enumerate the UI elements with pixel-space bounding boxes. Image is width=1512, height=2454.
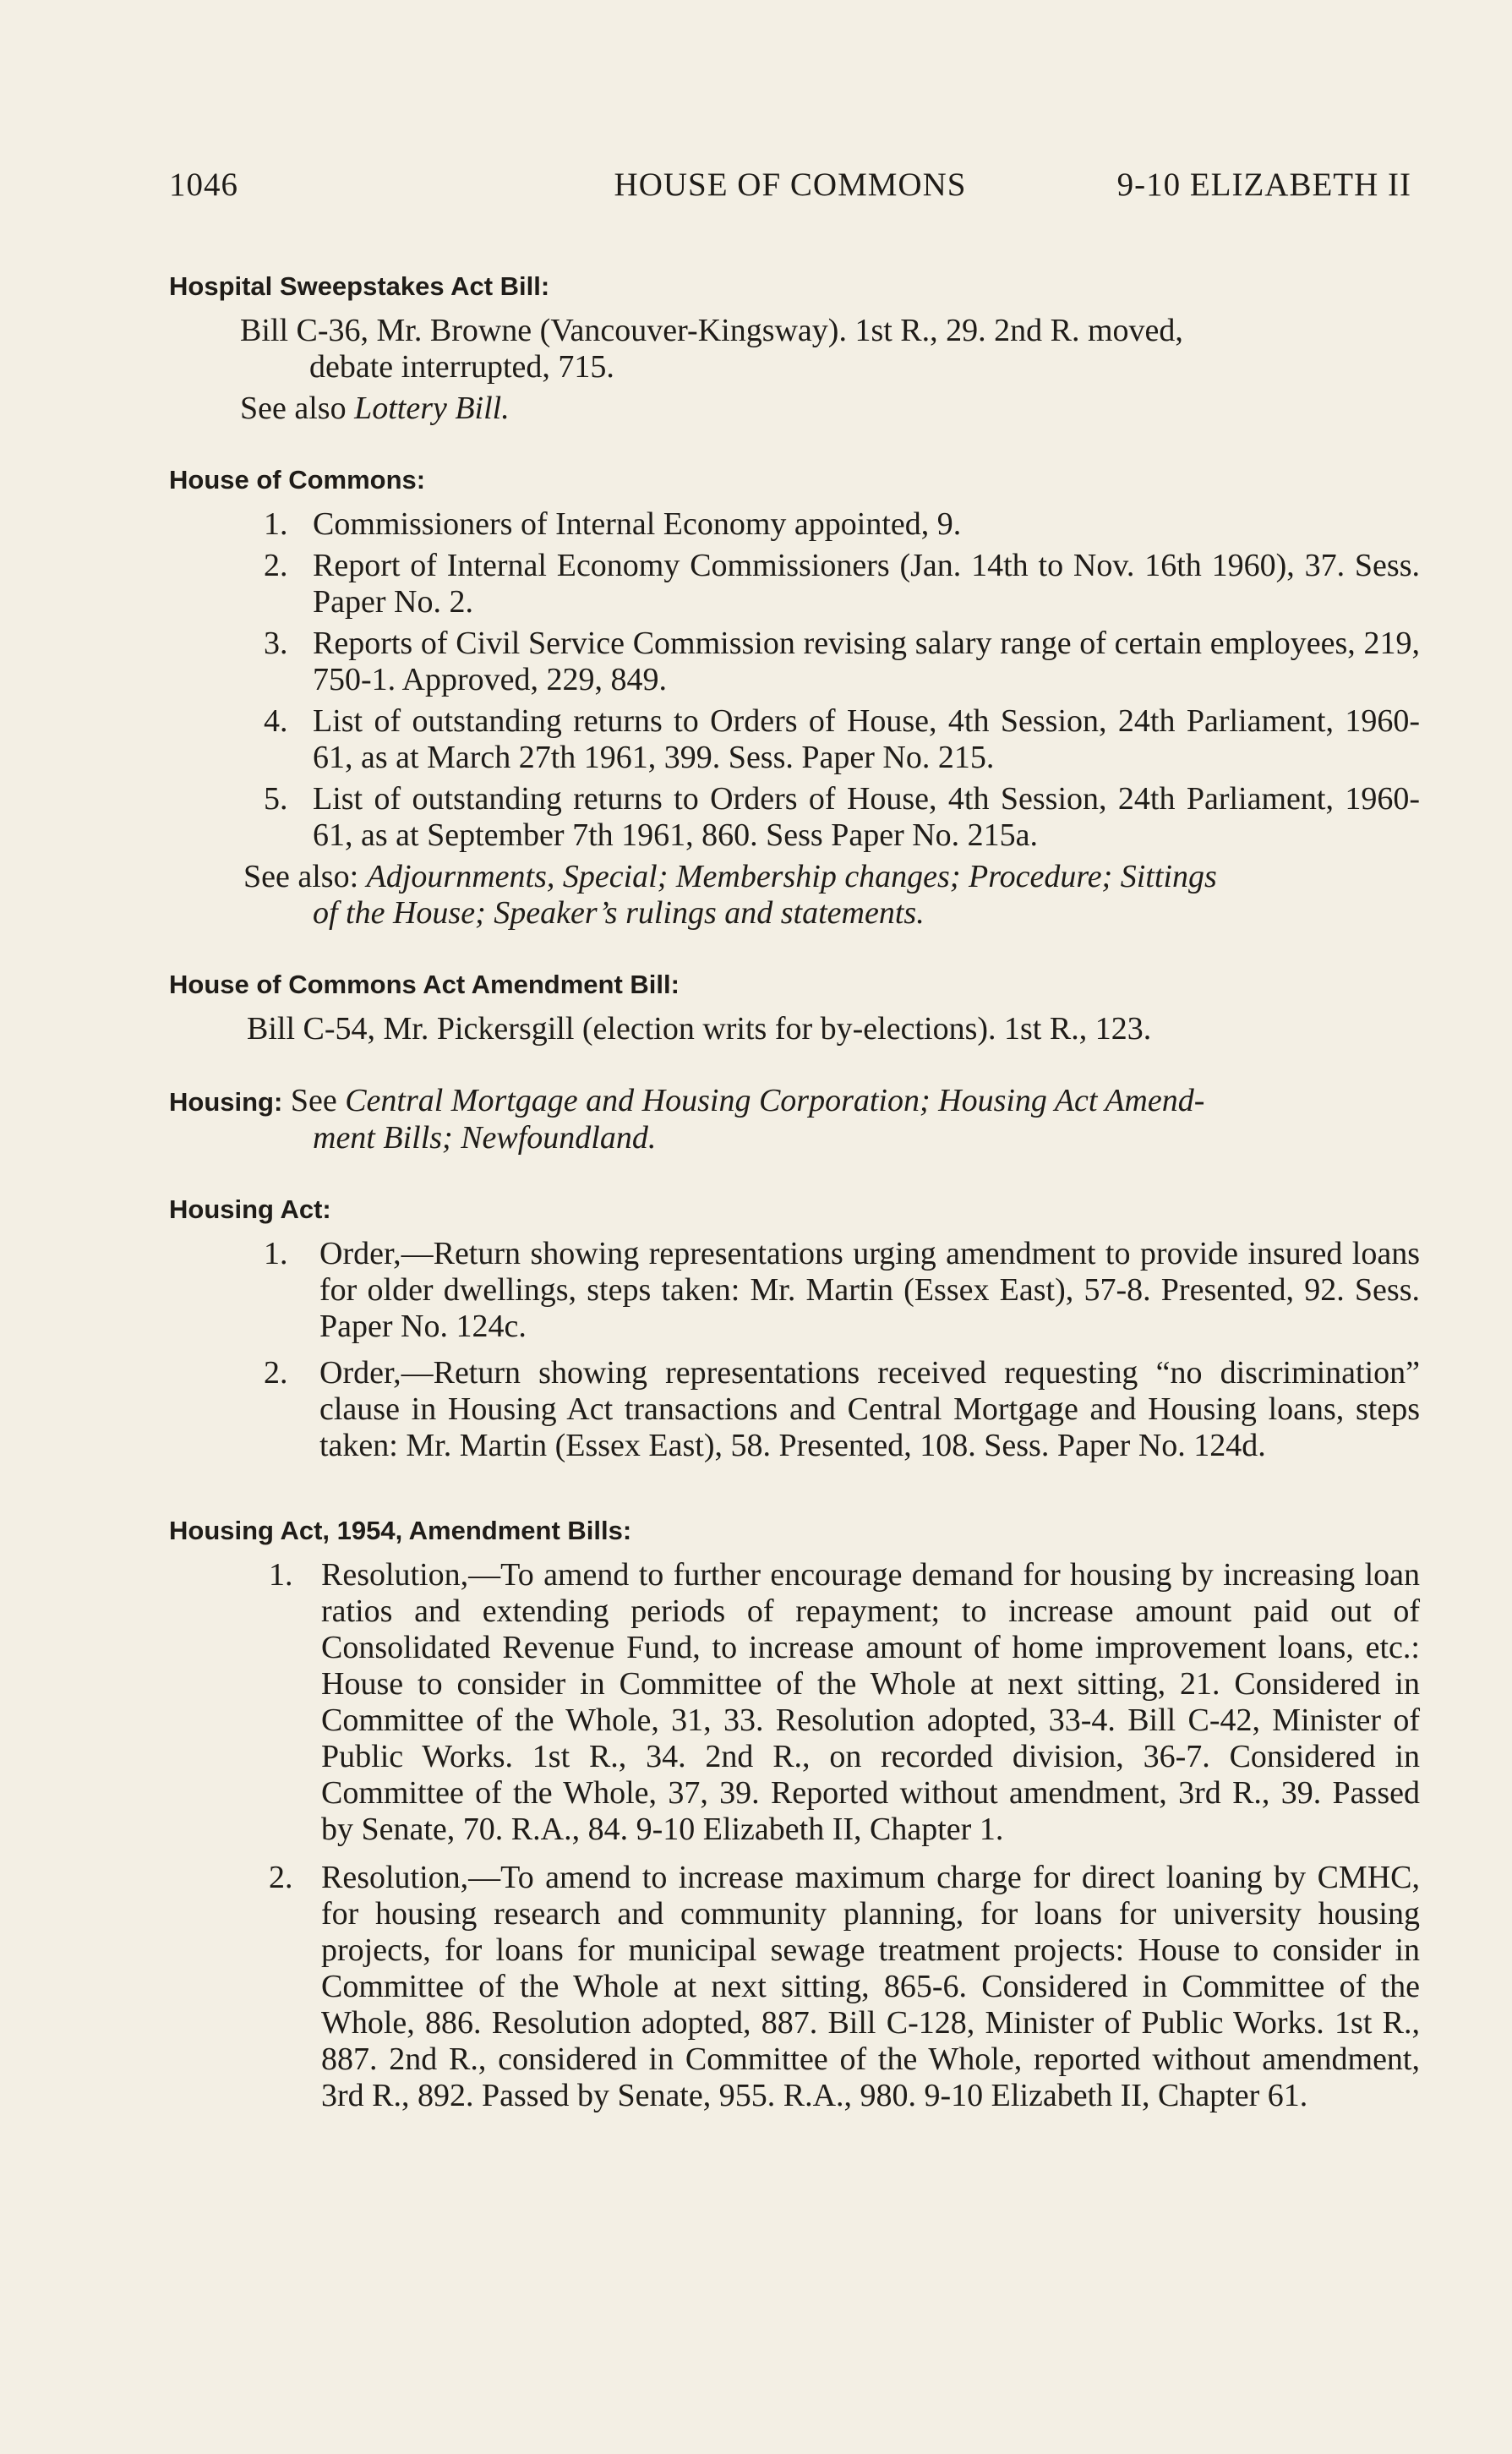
item-number: 4. (264, 703, 288, 739)
see-reference-line-2: ment Bills; Newfoundland. (313, 1120, 657, 1156)
list-item (169, 703, 1420, 776)
item-text: Order,—Return showing representations urging amendment to provide insured loans for older dwellings, steps taken: Mr. Martin (Essex East), 57-8. Presented, 92. Sess. Paper No. 124c. (319, 1236, 1420, 1344)
item-number: 1. (264, 1236, 288, 1271)
entry-heading: Hospital Sweepstakes Act Bill: (169, 271, 550, 301)
item-text: Report of Internal Economy Commissioners (Jan. 14th to Nov. 16th 1960), 37. Sess. Paper No. 2. (313, 548, 1420, 620)
item-text: List of outstanding returns to Orders of House, 4th Session, 24th Parliament, 1960-61, as at September 7th 1961, 860. Sess Paper No. 215a. (313, 781, 1420, 853)
item-text: Order,—Return showing representations received requesting “no discrimination” clause in Housing Act transactions and Central Mortgage and Housing loans, steps taken: Mr. Martin (Essex East), 58. Presented, 108. Sess. Paper No. 124d. (319, 1355, 1420, 1463)
list-item (169, 548, 1420, 620)
item-number: 1. (264, 506, 288, 542)
item-number: 2. (264, 548, 288, 583)
item-text: List of outstanding returns to Orders of House, 4th Session, 24th Parliament, 1960-61, as at March 27th 1961, 399. Sess. Paper No. 215. (313, 703, 1420, 775)
entry-house-of-commons-act (169, 967, 1420, 1047)
running-header (169, 166, 1411, 208)
entry-hospital-sweepstakes (169, 269, 1420, 427)
item-number: 2. (264, 1355, 288, 1391)
page-number: 1046 (169, 167, 238, 203)
entry-housing (169, 1083, 1420, 1156)
see-also (243, 859, 1420, 932)
bill-line-2: debate interrupted, 715. (309, 349, 614, 385)
entry-heading: House of Commons: (169, 465, 426, 495)
list-item (169, 781, 1420, 854)
header-reign: 9-10 ELIZABETH II (1116, 167, 1411, 203)
list-item (169, 506, 1420, 543)
item-number: 1. (269, 1557, 293, 1593)
entry-heading: Housing Act, 1954, Amendment Bills: (169, 1516, 632, 1545)
entry-heading: Housing Act: (169, 1194, 331, 1224)
header-title: HOUSE OF COMMONS (614, 167, 967, 203)
list-item (169, 626, 1420, 698)
see-prefix: See also: (243, 859, 367, 894)
see-prefix: See (282, 1083, 346, 1118)
list-item (169, 1236, 1420, 1345)
see-reference-line-1: Central Mortgage and Housing Corporation; Housing Act Amend- (345, 1083, 1205, 1118)
bill-text (240, 313, 1420, 385)
list-item (169, 1860, 1420, 2114)
item-text: Resolution,—To amend to increase maximum charge for direct loaning by CMHC, for housing research and community planning, for loans for university housing projects, for loans for municipal sewage treatment projects: House to consider in Committee of the Whole at next sitting, 865-6. Considered in Committee of the Whole, 886. Resolution adopted, 887. Bill C-128, Minister of Public Works. 1st R., 887. 2nd R., considered in Committee of the Whole, reported without amendment, 3rd R., 892. Passed by Senate, 955. R.A., 980. 9-10 Elizabeth II, Chapter 61. (321, 1860, 1420, 2113)
item-text: Reports of Civil Service Commission revising salary range of certain employees, 219, 750-1. Approved, 229, 849. (313, 626, 1420, 697)
entry-items (169, 506, 1420, 854)
see-also (240, 391, 1420, 427)
entry-items (169, 1557, 1420, 2114)
item-text: Resolution,—To amend to further encourage demand for housing by increasing loan ratios and extending periods of repayment; to increase amount paid out of Consolidated Revenue Fund, to increase amount of home improvement loans, etc.: House to consider in Committee of the Whole at next sitting, 21. Considered in Committee of the Whole, 31, 33. Resolution adopted, 33-4. Bill C-42, Minister of Public Works. 1st R., 34. 2nd R., on recorded division, 36-7. Considered in Committee of the Whole, 37, 39. Reported without amendment, 3rd R., 39. Passed by Senate, 70. R.A., 84. 9-10 Elizabeth II, Chapter 1. (321, 1557, 1420, 1847)
see-reference-line-1: Adjournments, Special; Membership changes; Procedure; Sittings (366, 859, 1217, 894)
list-item (169, 1355, 1420, 1464)
see-reference-line-2: of the House; Speaker’s rulings and statements. (313, 895, 925, 931)
entry-heading: Housing: (169, 1087, 283, 1117)
see-prefix: See also (240, 391, 355, 426)
entry-house-of-commons (169, 462, 1420, 932)
bill-text: Bill C-54, Mr. Pickersgill (election writs for by-elections). 1st R., 123. (247, 1011, 1152, 1047)
item-text: Commissioners of Internal Economy appointed, 9. (313, 506, 962, 542)
bill-line-1: Bill C-36, Mr. Browne (Vancouver-Kingsway). 1st R., 29. 2nd R. moved, (240, 313, 1183, 348)
see-reference: Lottery Bill. (354, 391, 510, 426)
item-number: 2. (269, 1860, 293, 1895)
item-number: 5. (264, 781, 288, 817)
index-content (169, 269, 1420, 2150)
list-item (169, 1557, 1420, 1848)
entry-items (169, 1236, 1420, 1464)
item-number: 3. (264, 626, 288, 661)
entry-heading: House of Commons Act Amendment Bill: (169, 970, 680, 999)
entry-housing-act (169, 1192, 1420, 1464)
see-also (169, 1083, 1420, 1156)
entry-housing-act-1954 (169, 1513, 1420, 2114)
